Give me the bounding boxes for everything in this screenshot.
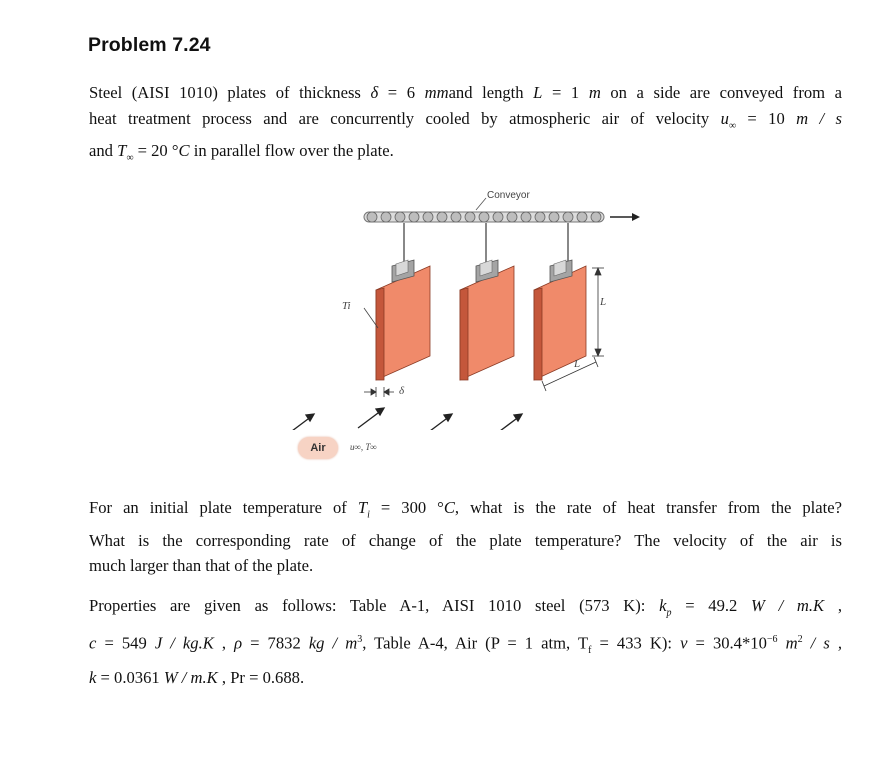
properties-paragraph <box>89 592 842 691</box>
initial-temperature-label: Ti <box>342 300 351 312</box>
properties-line-1: Properties are given as follows: Table A-1, AISI 1010 steel (573 K): $k_p = 49.2$ W / m.K , <box>89 596 842 619</box>
problem-title: Problem 7.24 <box>88 34 211 56</box>
properties-line-2: c = 549 J / kg.K , ρ = 7832 kg / $m^3$, Table A-4, Air (P = 1 atm, $T_f = 433$ K): $\nu = 30.4*10^{-6}$ $m^2$ / s , <box>89 633 842 657</box>
intro-line-1: Steel (AISI 1010) plates of thickness δ = 6 mmand length L = 1 m on a side are conveyed from a <box>89 83 843 102</box>
air-badge: Air <box>298 437 338 459</box>
airflow-arrows <box>288 408 522 430</box>
thickness-label: δ <box>399 385 405 397</box>
conveyor-label: Conveyor <box>487 190 530 201</box>
conveyor-leader-line <box>476 198 486 210</box>
question-line-2: What is the corresponding rate of change of the plate temperature? The velocity of the air is <box>89 530 842 550</box>
conveyor-chain <box>364 212 604 222</box>
intro-line-3: and $T_\infty = 20$ °C in parallel flow over the plate. <box>89 141 394 164</box>
conveyor-figure <box>280 180 640 430</box>
plate-1 <box>376 260 430 380</box>
air-velocity-temperature-label: u∞, T∞ <box>350 442 377 452</box>
plate-2 <box>460 260 514 380</box>
L-dimension-vertical <box>592 268 607 356</box>
question-paragraph <box>89 495 842 579</box>
question-line-3: much larger than that of the plate. <box>89 556 314 576</box>
hanger-chains <box>404 223 568 262</box>
properties-line-3: k = 0.0361 W / m.K , Pr = 0.688. <box>89 668 305 688</box>
length-label-diagonal: L <box>574 358 581 370</box>
thickness-dimension <box>364 387 394 397</box>
intro-paragraph <box>89 80 842 171</box>
length-label-vertical: L <box>600 296 607 308</box>
conveyor-direction-arrow <box>610 213 640 221</box>
question-line-1: For an initial plate temperature of $T_i = 300$ °C, what is the rate of heat transfer from the plate? <box>89 498 842 521</box>
intro-line-2: heat treatment process and are concurrently cooled by atmospheric air of velocity $u_\infty = 10$ m / s <box>89 108 842 131</box>
